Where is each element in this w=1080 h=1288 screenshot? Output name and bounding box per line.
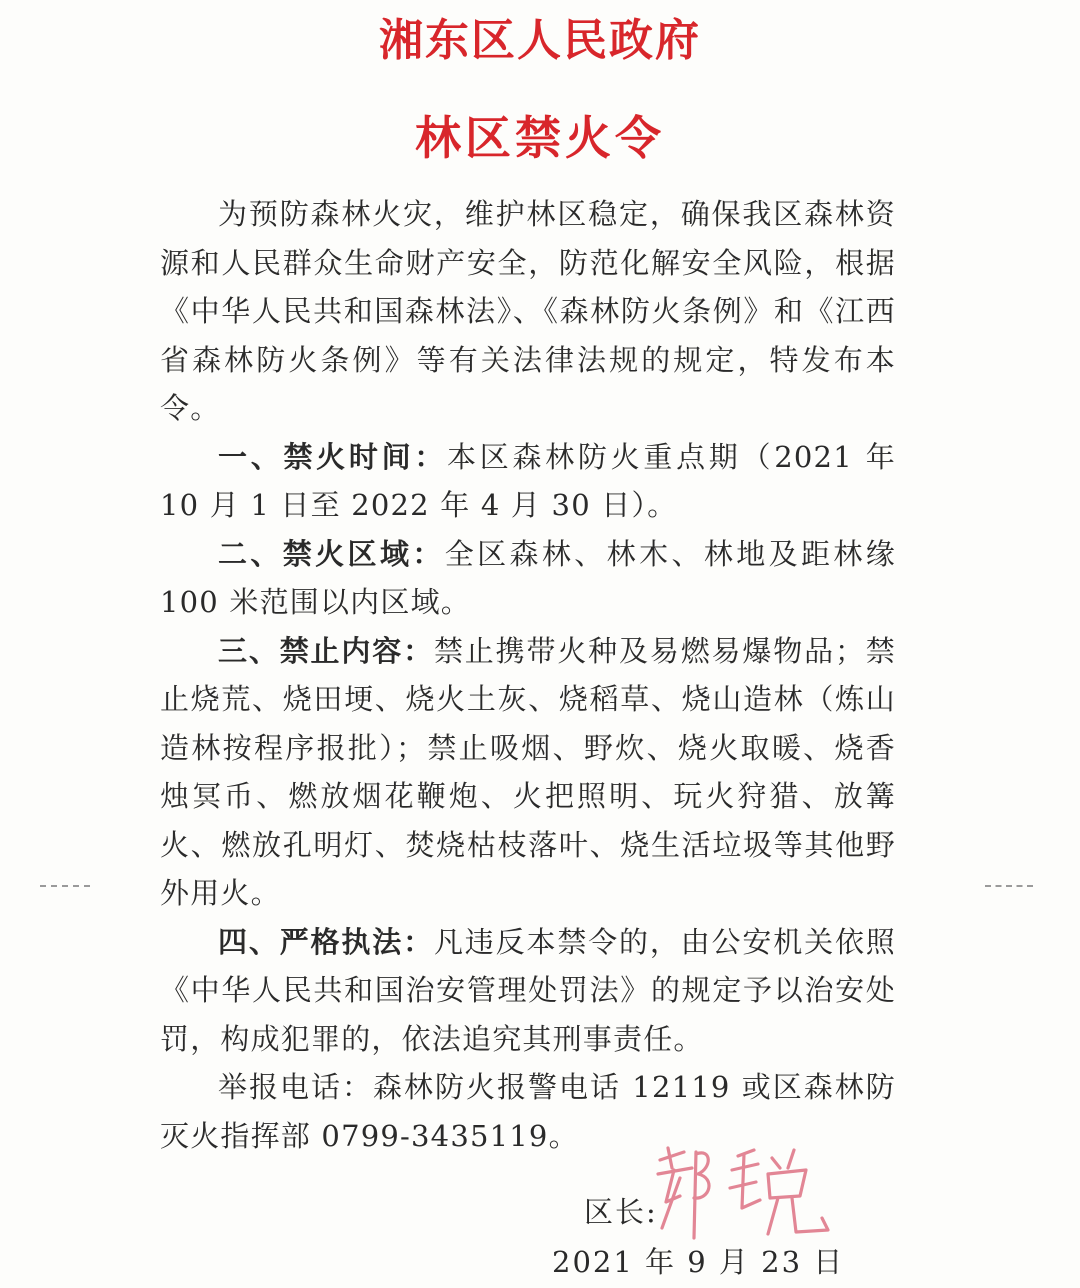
section-fire-ban-period	[160, 433, 896, 530]
signing-date: 2021 年 9 月 23 日	[552, 1245, 845, 1279]
signatory-title: 区长:	[584, 1195, 658, 1229]
section-text: 本区森林防火重点期（2021 年 10 月 1 日至 2022 年 4 月 30 日）。	[160, 439, 896, 522]
handwritten-signature	[650, 1138, 840, 1248]
document-body	[160, 190, 896, 1160]
section-text: 禁止携带火种及易燃易爆物品；禁止烧荒、烧田埂、烧火土灰、烧稻草、烧山造林（炼山造林按程序报批）；禁止吸烟、野炊、烧火取暖、烧香烛冥币、燃放烟花鞭炮、火把照明、玩火狩猎、放篝火、燃放孔明灯、焚烧枯枝落叶、烧生活垃圾等其他野外用火。	[160, 633, 896, 910]
document-title: 林区禁火令	[415, 111, 665, 165]
section-label: 四、严格执法：	[218, 924, 434, 959]
section-label: 三、禁止内容：	[218, 633, 434, 668]
section-strict-enforcement	[160, 918, 896, 1064]
section-prohibited-activities	[160, 627, 896, 918]
section-label: 二、禁火区域：	[218, 536, 445, 571]
section-text: 凡违反本禁令的，由公安机关依照《中华人民共和国治安管理处罚法》的规定予以治安处罚，构成犯罪的，依法追究其刑事责任。	[160, 924, 896, 1056]
scan-mark-left	[40, 885, 90, 889]
preamble-paragraph: 为预防森林火灾，维护林区稳定，确保我区森林资源和人民群众生命财产安全，防范化解安全风险，根据《中华人民共和国森林法》、《森林防火条例》和《江西省森林防火条例》等有关法律法规的规定，特发布本令。	[160, 197, 896, 425]
report-hotline-paragraph: 举报电话：森林防火报警电话 12119 或区森林防灭火指挥部 0799-3435119。	[160, 1070, 896, 1153]
scan-mark-right	[985, 885, 1033, 889]
section-fire-ban-area	[160, 530, 896, 627]
government-name: 湘东区人民政府	[379, 15, 701, 66]
section-text: 全区森林、林木、林地及距林缘 100 米范围以内区域。	[160, 536, 896, 619]
section-label: 一、禁火时间：	[218, 439, 448, 474]
